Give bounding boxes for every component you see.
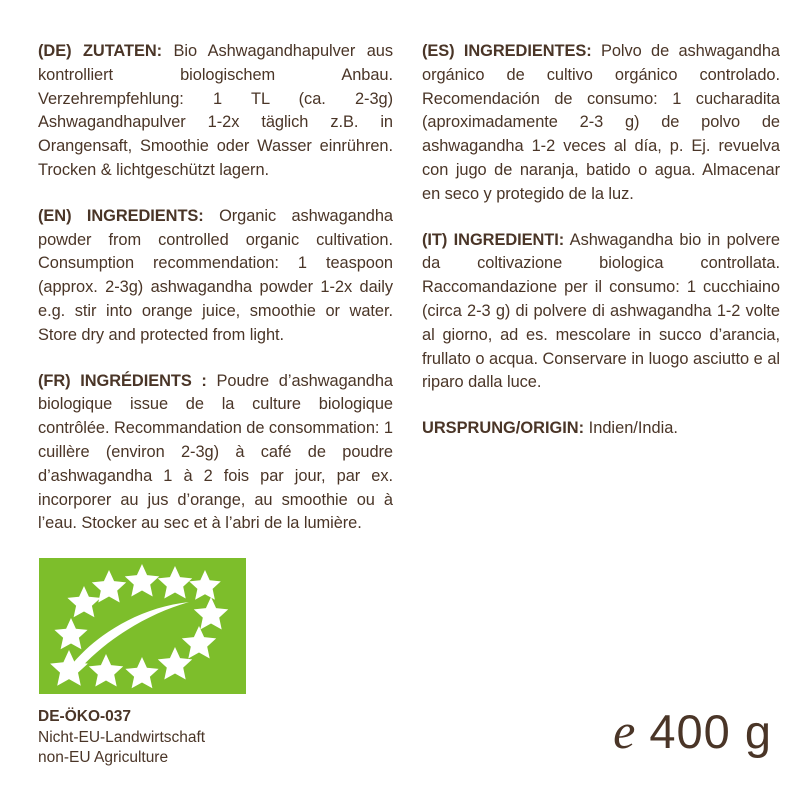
agriculture-origin-en: non-EU Agriculture [38,749,169,766]
left-language-column [38,40,393,536]
right-language-column [422,40,780,536]
eu-organic-stars-icon [39,558,246,694]
origin-block [422,417,780,441]
net-weight-mark [613,703,772,759]
ingredients-block-de [38,40,393,183]
ingredients-lead-es: (ES) INGREDIENTES: [422,42,592,60]
ingredients-body-de: Bio Ashwagandhapulver aus kontrolliert biologischem Anbau. Verzehrempfehlung: 1 TL (ca. 2-3g) Ashwagandhapulver 1-2x täglich z.B. in Orangensaft, Smoothie oder Wasser einrühren. Trocken & lichtgeschützt lagern. [38,42,393,179]
eu-organic-leaf-logo [39,558,246,694]
net-weight-value: 400 g [649,705,772,758]
origin-value: Indien/India. [584,419,678,438]
ingredients-block-es [422,40,780,207]
ingredients-body-it: Ashwagandha bio in polvere da coltivazione biologica controllata. Raccomandazione per il consumo: 1 cucchiaino (circa 2-3 g) di polvere di ashwagandha 1-2 volte al giorno, ad es. mescolare in succo d’arancia, frullato o acqua. Conservare in luogo asciutto e al riparo dalla luce. [422,230,781,392]
ingredients-lead-de: (DE) ZUTATEN: [38,42,163,60]
control-body-code: DE-ÖKO-037 [38,708,132,725]
agriculture-origin-de: Nicht-EU-Landwirtschaft [38,728,206,746]
ingredients-block-it [422,229,780,396]
ingredients-lead-it: (IT) INGREDIENTI: [422,230,565,249]
ingredients-lead-fr: (FR) INGRÉDIENTS : [38,371,207,390]
ingredients-block-fr [38,370,393,537]
origin-lead: URSPRUNG/ORIGIN: [422,419,585,438]
ingredients-block-en [38,205,393,348]
ingredients-body-en: Organic ashwagandha powder from controlled organic cultivation. Consumption recommendation: 1 teaspoon (approx. 2-3g) ashwagandha powder 1-2x daily e.g. stir into orange juice, smoothie or water. Store dry and protected from light. [38,206,393,344]
ingredients-body-es: Polvo de ashwagandha orgánico de cultivo orgánico controlado. Recomendación de consumo: 1 cucharadita (aproximadamente 2-3 g) de polvo de ashwagandha 1-2 veces al día, p. Ej. revuelva con jugo de naranja, batido o agua. Almacenar en seco y protegido de la luz. [422,42,780,203]
certification-text [38,707,205,769]
ingredients-lead-en: (EN) INGREDIENTS: [38,206,204,225]
ingredients-body-fr: Poudre d’ashwagandha biologique issue de la culture biologique contrôlée. Recommandation de consommation: 1 cuillère (environ 2-3g) à café de poudre d’ashwagandha 1 à 2 fois par jour, par ex. incorporer au jus d’orange, au smoothie ou à l’eau. Stocker au sec et à l’abri de la lumière. [38,371,393,533]
estimated-sign-icon: e [613,703,636,759]
